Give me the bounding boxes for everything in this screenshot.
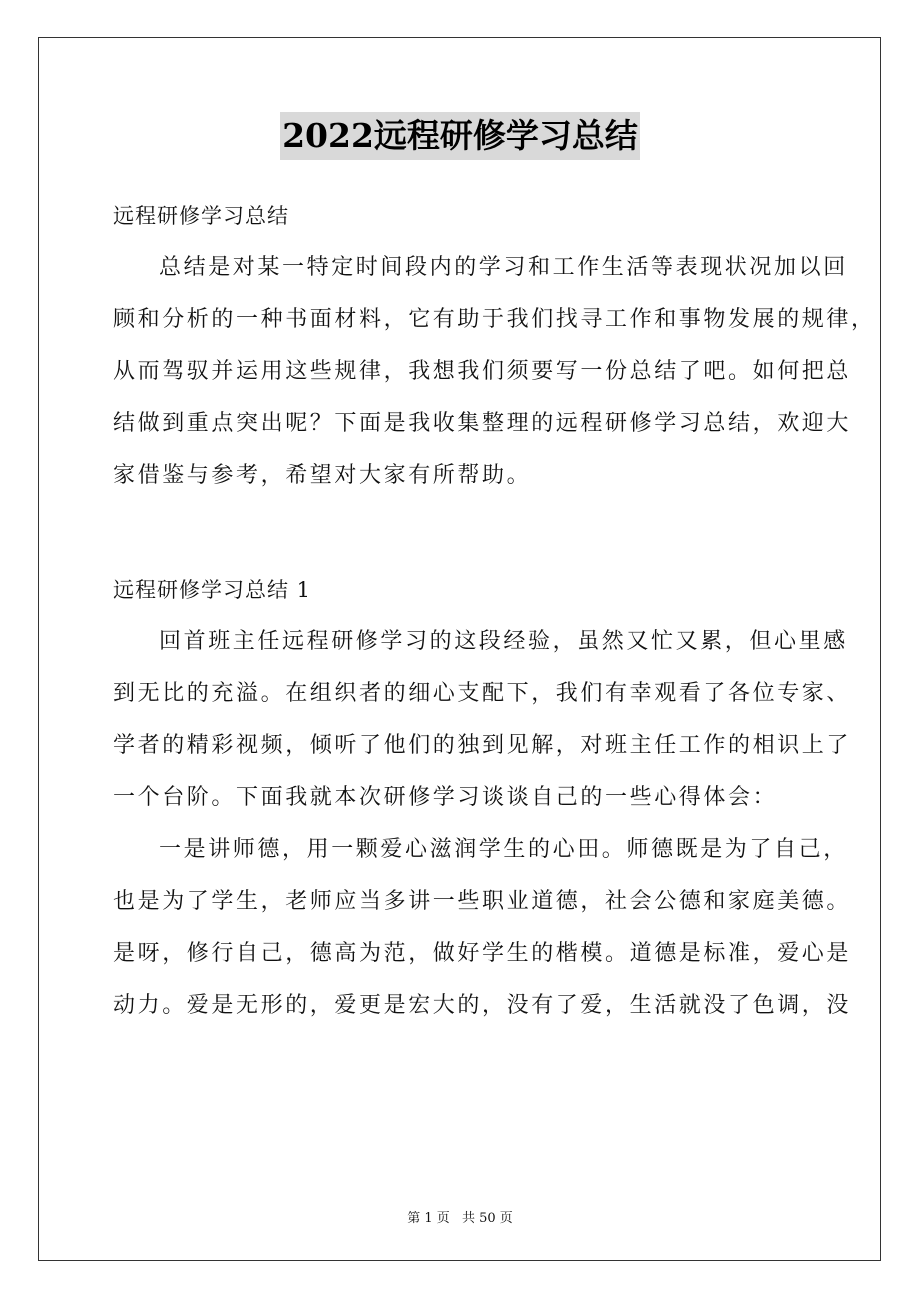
section-1-line: 到无比的充溢。在组织者的细心支配下，我们有幸观看了各位专家、	[113, 681, 852, 706]
intro-heading: 远程研修学习总结	[113, 204, 289, 228]
document-title-text: 2022远程研修学习总结	[280, 112, 640, 160]
section-1-heading: 远程研修学习总结 1	[113, 578, 312, 602]
section-1-paragraph-2	[113, 824, 852, 1032]
page-number: 第 1 页	[407, 1211, 450, 1226]
section-1-line: 学者的精彩视频，倾听了他们的独到见解，对班主任工作的相识上了	[113, 733, 852, 758]
document-body	[113, 190, 876, 1032]
intro-line: 结做到重点突出呢？下面是我收集整理的远程研修学习总结，欢迎大	[113, 411, 852, 436]
section-1-line: 动力。爱是无形的，爱更是宏大的，没有了爱，生活就没了色调，没	[113, 993, 852, 1018]
document-title	[0, 112, 920, 160]
page-footer	[0, 1207, 920, 1226]
intro-line: 家借鉴与参考，希望对大家有所帮助。	[113, 463, 532, 488]
section-1-paragraph-1	[113, 616, 852, 824]
section-1-line: 一个台阶。下面我就本次研修学习谈谈自己的一些心得体会：	[113, 785, 778, 810]
intro-paragraph	[113, 242, 876, 502]
blank-line	[113, 502, 813, 564]
section-1-line: 一是讲师德，用一颗爱心滋润学生的心田。师德既是为了自己，	[159, 837, 848, 862]
intro-line: 总结是对某一特定时间段内的学习和工作生活等表现状况加以回	[159, 255, 848, 280]
page-total: 共 50 页	[461, 1211, 513, 1226]
intro-line: 顾和分析的一种书面材料，它有助于我们找寻工作和事物发展的规律，	[113, 307, 876, 332]
section-1-line: 也是为了学生，老师应当多讲一些职业道德，社会公德和家庭美德。	[113, 889, 852, 914]
section-1-line: 回首班主任远程研修学习的这段经验，虽然又忙又累，但心里感	[159, 629, 848, 654]
section-1-line: 是呀，修行自己，德高为范，做好学生的楷模。道德是标准，爱心是	[113, 941, 852, 966]
intro-line: 从而驾驭并运用这些规律，我想我们须要写一份总结了吧。如何把总	[113, 359, 852, 384]
